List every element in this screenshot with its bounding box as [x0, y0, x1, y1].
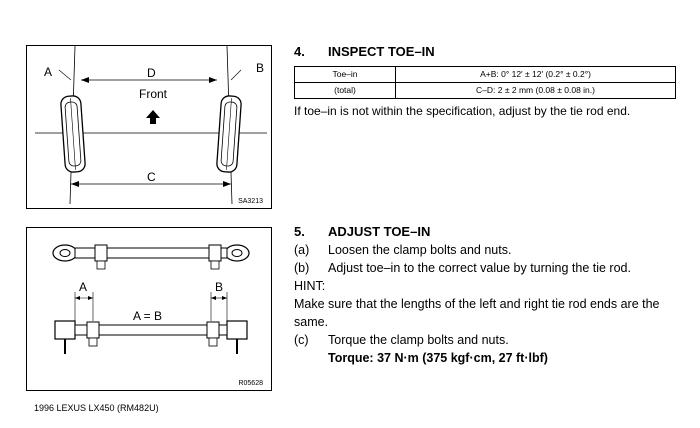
- fig1-label-d: D: [147, 66, 156, 80]
- left-tire: [60, 95, 85, 172]
- step-label: (a): [294, 243, 310, 257]
- hint-text: Make sure that the lengths of the left and right tie rod ends are the same.: [294, 297, 660, 329]
- spec-label: Toe–in: [295, 67, 396, 83]
- fig2-label-b: B: [215, 280, 224, 294]
- adjust-section: [294, 223, 684, 367]
- fig1-label-b: B: [256, 61, 265, 75]
- step-b: [294, 259, 684, 277]
- spec-value: C–D: 2 ± 2 mm (0.08 ± 0.08 in.): [396, 83, 676, 99]
- inspect-section: [294, 43, 684, 120]
- right-tire: [216, 95, 241, 172]
- toe-in-figure: [26, 45, 272, 209]
- spec-table: [294, 66, 676, 99]
- section-number: 5.: [294, 224, 305, 239]
- section-heading: [294, 223, 684, 241]
- table-row: [295, 67, 676, 83]
- torque-spec: Torque: 37 N·m (375 kgf·cm, 27 ft·lbf): [328, 351, 548, 365]
- equation-label: A = B: [133, 309, 163, 323]
- step-text: Loosen the clamp bolts and nuts.: [328, 243, 512, 257]
- page-footer: 1996 LEXUS LX450 (RM482U): [34, 403, 159, 413]
- spec-label: (total): [295, 83, 396, 99]
- section-heading: [294, 43, 684, 61]
- fig2-label-a: A: [79, 280, 88, 294]
- step-c: [294, 331, 684, 349]
- figure-code: R05628: [238, 380, 263, 387]
- tie-rod-diagram: [27, 228, 271, 390]
- tie-rod-figure: [26, 227, 272, 391]
- upper-tie-rod: [53, 245, 249, 269]
- fig1-label-a: A: [44, 65, 53, 79]
- lower-tie-rod: [55, 321, 247, 354]
- front-label: Front: [139, 87, 168, 101]
- figure-code: SA3213: [238, 198, 263, 205]
- up-arrow-icon: [146, 110, 160, 124]
- hint-label: HINT:: [294, 279, 326, 293]
- fig1-label-c: C: [147, 170, 156, 184]
- step-text: Torque the clamp bolts and nuts.: [328, 333, 509, 347]
- section-title: ADJUST TOE–IN: [328, 224, 431, 239]
- step-text: Adjust toe–in to the correct value by turning the tie rod.: [328, 261, 631, 275]
- section-number: 4.: [294, 44, 305, 59]
- table-row: [295, 83, 676, 99]
- step-a: [294, 241, 684, 259]
- section-title: INSPECT TOE–IN: [328, 44, 435, 59]
- spec-note: If toe–in is not within the specification, adjust by the tie rod end.: [294, 104, 631, 118]
- step-label: (c): [294, 333, 309, 347]
- step-label: (b): [294, 261, 310, 275]
- toe-in-diagram: [27, 46, 271, 208]
- spec-value: A+B: 0° 12′ ± 12′ (0.2° ± 0.2°): [396, 67, 676, 83]
